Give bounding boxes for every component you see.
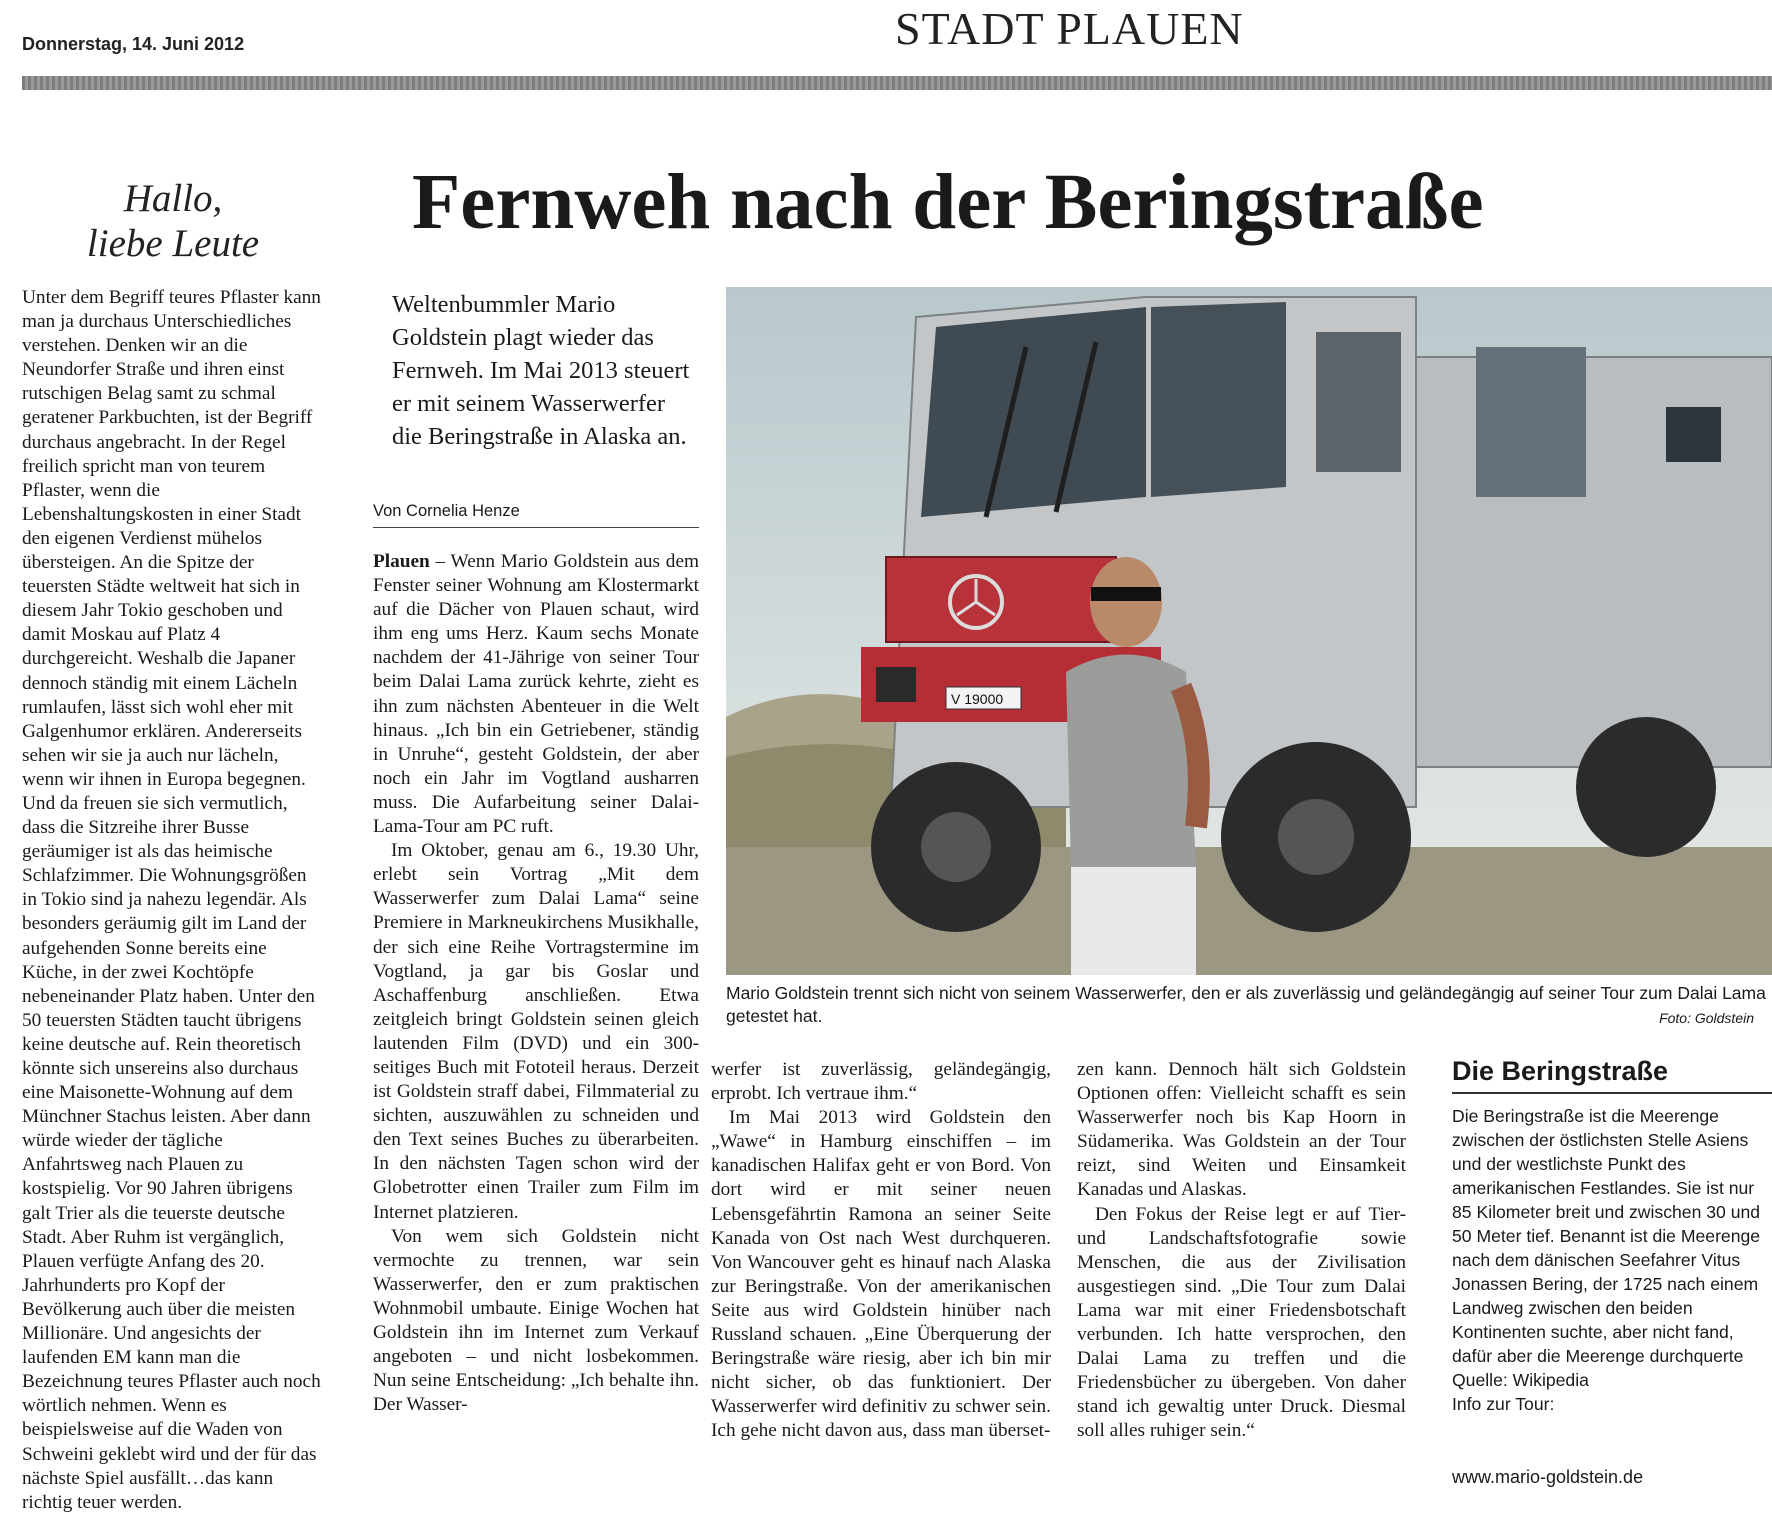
photo-caption: Mario Goldstein trennt sich nicht von seinem Wasserwerfer, den er als zuverlässig und geländegängig auf seiner Tour zum Dalai Lama getestet hat. [726, 983, 1766, 1026]
article-column-3 [711, 1058, 1051, 1444]
truck-photo-illustration [726, 287, 1772, 975]
article-column-4 [1077, 1058, 1406, 1444]
article-paragraph: Im Mai 2013 wird Goldstein den „Wawe“ in Hamburg einschiffen – im kanadischen Halifax geht er von Bord. Von dort wird er mit seiner neuen Lebensgefährtin Ramona an seiner Seite Kanada von Ost nach West durchqueren. Von Wancouver geht es hinauf nach Alaska zur Beringstraße. Von der amerikanischen Seite aus wird Goldstein hinüber nach Russland schauen. „Eine Überquerung der Beringstraße wäre riesig, aber ich bin mir nicht sicher, ob das funktioniert. Der Wasserwerfer wird definitiv zu schwer sein. Ich gehe nicht davon aus, dass man überset- [711, 1107, 1051, 1442]
tour-website-link[interactable]: www.mario-goldstein.de [1452, 1467, 1644, 1487]
column-title: Hallo, liebe Leute [86, 177, 260, 265]
article-photo [726, 287, 1772, 975]
infobox-text [1452, 1104, 1770, 1416]
dateline: Plauen [373, 551, 430, 572]
article-headline: Fernweh nach der Beringstraße [412, 159, 1484, 246]
infobox-tour-label: Info zur Tour: [1452, 1394, 1555, 1414]
article-paragraph: werfer ist zuverlässig, geländegängig, erprobt. Ich vertraue ihm.“ [711, 1059, 1051, 1105]
column-text [22, 286, 322, 1515]
infobox-source: Quelle: Wikipedia [1452, 1370, 1589, 1390]
article-paragraph [373, 550, 699, 839]
section-title: STADT PLAUEN [895, 3, 1244, 54]
infobox-title: Die Beringstraße [1452, 1056, 1669, 1086]
article-paragraph: zen kann. Dennoch hält sich Goldstein Optionen offen: Vielleicht schafft es sein Wasserwerfer noch bis Kap Hoorn in Südamerika. Was Goldstein an der Tour reizt, sind Weiten und Einsamkeit Kanadas und Alaskas. [1077, 1059, 1406, 1201]
article-column-2 [373, 550, 699, 1417]
article-paragraph: Von wem sich Goldstein nicht vermochte zu trennen, war sein Wasserwerfer, den er zum praktischen Wohnmobil umbaute. Einige Wochen hat Goldstein ihn im Internet zum Verkauf angeboten – und nicht losbekommen. Nun seine Entscheidung: „Ich behalte ihn. Der Wasser- [373, 1225, 699, 1416]
article-paragraph: Im Oktober, genau am 6., 19.30 Uhr, erlebt sein Vortrag „Mit dem Wasserwerfer zum Dalai Lama“ seine Premiere in Markneukirchens Musikhalle, der sich eine Reihe Vortragstermine im Vogtland, ja gar bis Goslar und Aschaffenburg anschließen. Etwa zeitgleich bringt Goldstein seinen gleich lautenden Film (DVD) und ein 300-seitiges Buch mit Fototeil heraus. Derzeit ist Goldstein straff dabei, Filmmaterial zu sichten, auszuwählen zu schneiden und den Text seines Buches zu überarbeiten. In den nächsten Tagen schon wird der Globetrotter einen Trailer zum Film im Internet platzieren. [373, 840, 699, 1223]
license-plate: V 19000 [951, 691, 1004, 707]
infobox-rule [1452, 1092, 1772, 1094]
infobox-body: Die Beringstraße ist die Meerenge zwischen der östlichsten Stelle Asiens und der westlichste Punkt des amerikanischen Festlandes. Sie ist nur 85 Kilometer breit und zwischen 30 und 50 Meter tief. Benannt ist die Meerenge nach dem dänischen Seefahrer Vitus Jonassen Bering, der 1725 nach einem Landweg zwischen den beiden Kontinenten suchte, aber nicht fand, dafür aber die Meerenge durchquerte [1452, 1106, 1761, 1366]
header-rule [22, 76, 1772, 90]
column-paragraph: Unter dem Begriff teures Pflaster kann man ja durchaus Unterschiedliches verstehen. Denken wir an die Neundorfer Straße und ihren einst rutschigen Belag samt zu schmal geratener Parkbuchten, ist der Begriff durchaus angebracht. In der Regel freilich spricht man von teurem Pflaster, wenn die Lebenshaltungskosten in einer Stadt den eigenen Verdienst mühelos übersteigen. An die Spitze der teuersten Städte weltweit hat sich in diesem Jahr Tokio geschoben und damit Moskau auf Platz 4 durchgereicht. Weshalb die Japaner dennoch ständig mit einem Lächeln rumlaufen, lässt sich wohl eher mit Galgenhumor erklären. Andererseits sehen wir sie ja auch nur lächeln, wenn wir ihnen in Europa begegnen. Und da freuen sie sich vermutlich, dass die Sitzreihe ihrer Busse geräumiger ist als das heimische Schlafzimmer. Die Wohnungsgrößen in Tokio sind ja nahezu legendär. Als besonders geräumig gilt im Land der aufgehenden Sonne bereits eine Küche, in der zwei Kochtöpfe nebeneinander Platz haben. Unter den 50 teuersten Städten taucht übrigens keine deutsche auf. Rein theoretisch könnte sich unsereins also durchaus eine Maisonette-Wohnung auf dem Münchner Stachus leisten. Aber dann würde wieder der tägliche Anfahrtsweg nach Plauen zu kostspielig. Vor 90 Jahren übrigens galt Trier als die teuerste deutsche Stadt. Aber Ruhm ist vergänglich, Plauen verfügte Anfang des 20. Jahrhunderts pro Kopf der Bevölkerung auch über die meisten Millionäre. Und angesichts der laufenden EM kann man die Bezeichnung teures Pflaster auch noch wörtlich nehmen. Wenn es beispielsweise auf die Waden von Schweini geklebt wird und der für das nächste Spiel ausfällt…das kann richtig teuer werden. [22, 287, 321, 1513]
article-lead: Weltenbummler Mario Goldstein plagt wieder das Fernweh. Im Mai 2013 steuert er mit seinem Wasserwerfer die Beringstraße in Alaska an. [392, 291, 690, 450]
publication-date: Donnerstag, 14. Juni 2012 [22, 34, 245, 54]
photo-credit: Foto: Goldstein [1659, 1010, 1754, 1026]
article-byline: Von Cornelia Henze [373, 502, 699, 528]
article-paragraph-text: – Wenn Mario Goldstein aus dem Fenster seiner Wohnung am Klostermarkt auf die Dächer von Plauen schaut, wird ihm eng ums Herz. Kaum sechs Monate nachdem der 41-Jährige von seiner Tour beim Dalai Lama zurück kehrte, zieht es ihn zum nächsten Abenteuer in die Welt hinaus. „Ich bin ein Getriebener, ständig in Unruhe“, gesteht Goldstein, der aber noch ein Jahr im Vogtland ausharren muss. Die Aufarbeitung seiner Dalai-Lama-Tour am PC ruft. [373, 551, 699, 838]
article-paragraph: Den Fokus der Reise legt er auf Tier- und Landschaftsfotografie sowie Menschen, die aus der Zivilisation ausgestiegen sind. „Die Tour zum Dalai Lama war mit einer Friedensbotschaft verbunden. Ich hatte versprochen, den Dalai Lama zu treffen und die Friedensbücher zu übergeben. Von daher stand ich gewaltig unter Druck. Diesmal soll alles ruhiger sein.“ [1077, 1203, 1406, 1442]
